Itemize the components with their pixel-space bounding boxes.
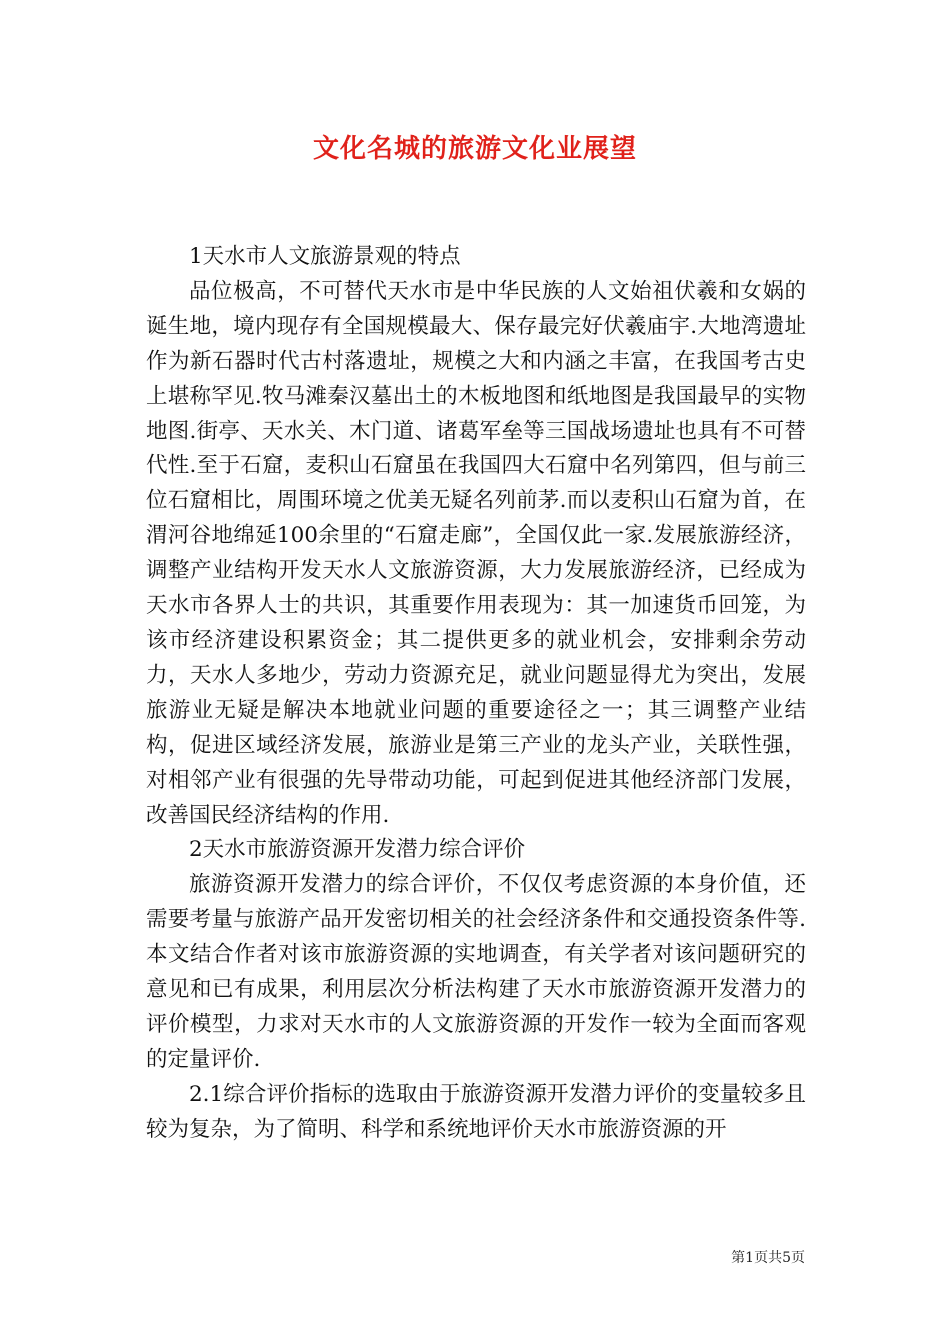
paragraph: 旅游资源开发潜力的综合评价，不仅仅考虑资源的本身价值，还需要考量与旅游产品开发密切相关的社会经济条件和交通投资条件等.本文结合作者对该市旅游资源的实地调查，有关学者对该问题研究的意见和已有成果，利用层次分析法构建了天水市旅游资源开发潜力的评价模型，力求对天水市的人文旅游资源的开发作一较为全面而客观的定量评价. [146,872,806,1072]
document-body [146,240,806,1148]
section-heading-1: 1天水市人文旅游景观的特点 [189,244,461,269]
section-heading-2: 2天水市旅游资源开发潜力综合评价 [189,837,526,863]
paragraph: 品位极高，不可替代天水市是中华民族的人文始祖伏羲和女娲的诞生地，境内现存有全国规模最大、保存最完好伏羲庙宇.大地湾遗址作为新石器时代古村落遗址，规模之大和内涵之丰富，在我国考古史上堪称罕见.牧马滩秦汉墓出土的木板地图和纸地图是我国最早的实物地图.街亭、天水关、木门道、诸葛军垒等三国战场遗址也具有不可替代性.至于石窟，麦积山石窟虽在我国四大石窟中名列第四，但与前三位石窟相比，周围环境之优美无疑名列前茅.而以麦积山石窟为首，在渭河谷地绵延100余里的“石窟走廊”，全国仅此一家.发展旅游经济，调整产业结构开发天水人文旅游资源，大力发展旅游经济，已经成为天水市各界人士的共识，其重要作用表现为：其一加速货币回笼，为该市经济建设积累资金；其二提供更多的就业机会，安排剩余劳动力，天水人多地少，劳动力资源充足，就业问题显得尤为突出，发展旅游业无疑是解决本地就业问题的重要途径之一；其三调整产业结构，促进区域经济发展，旅游业是第三产业的龙头产业，关联性强，对相邻产业有很强的先导带动功能，可起到促进其他经济部门发展，改善国民经济结构的作用. [146,278,806,828]
page-number-footer: 第1页共5页 [731,1250,805,1266]
paragraph: 2.1综合评价指标的选取由于旅游资源开发潜力评价的变量较多且较为复杂，为了简明、科学和系统地评价天水市旅游资源的开 [146,1081,806,1142]
document-title: 文化名城的旅游文化业展望 [312,134,637,164]
